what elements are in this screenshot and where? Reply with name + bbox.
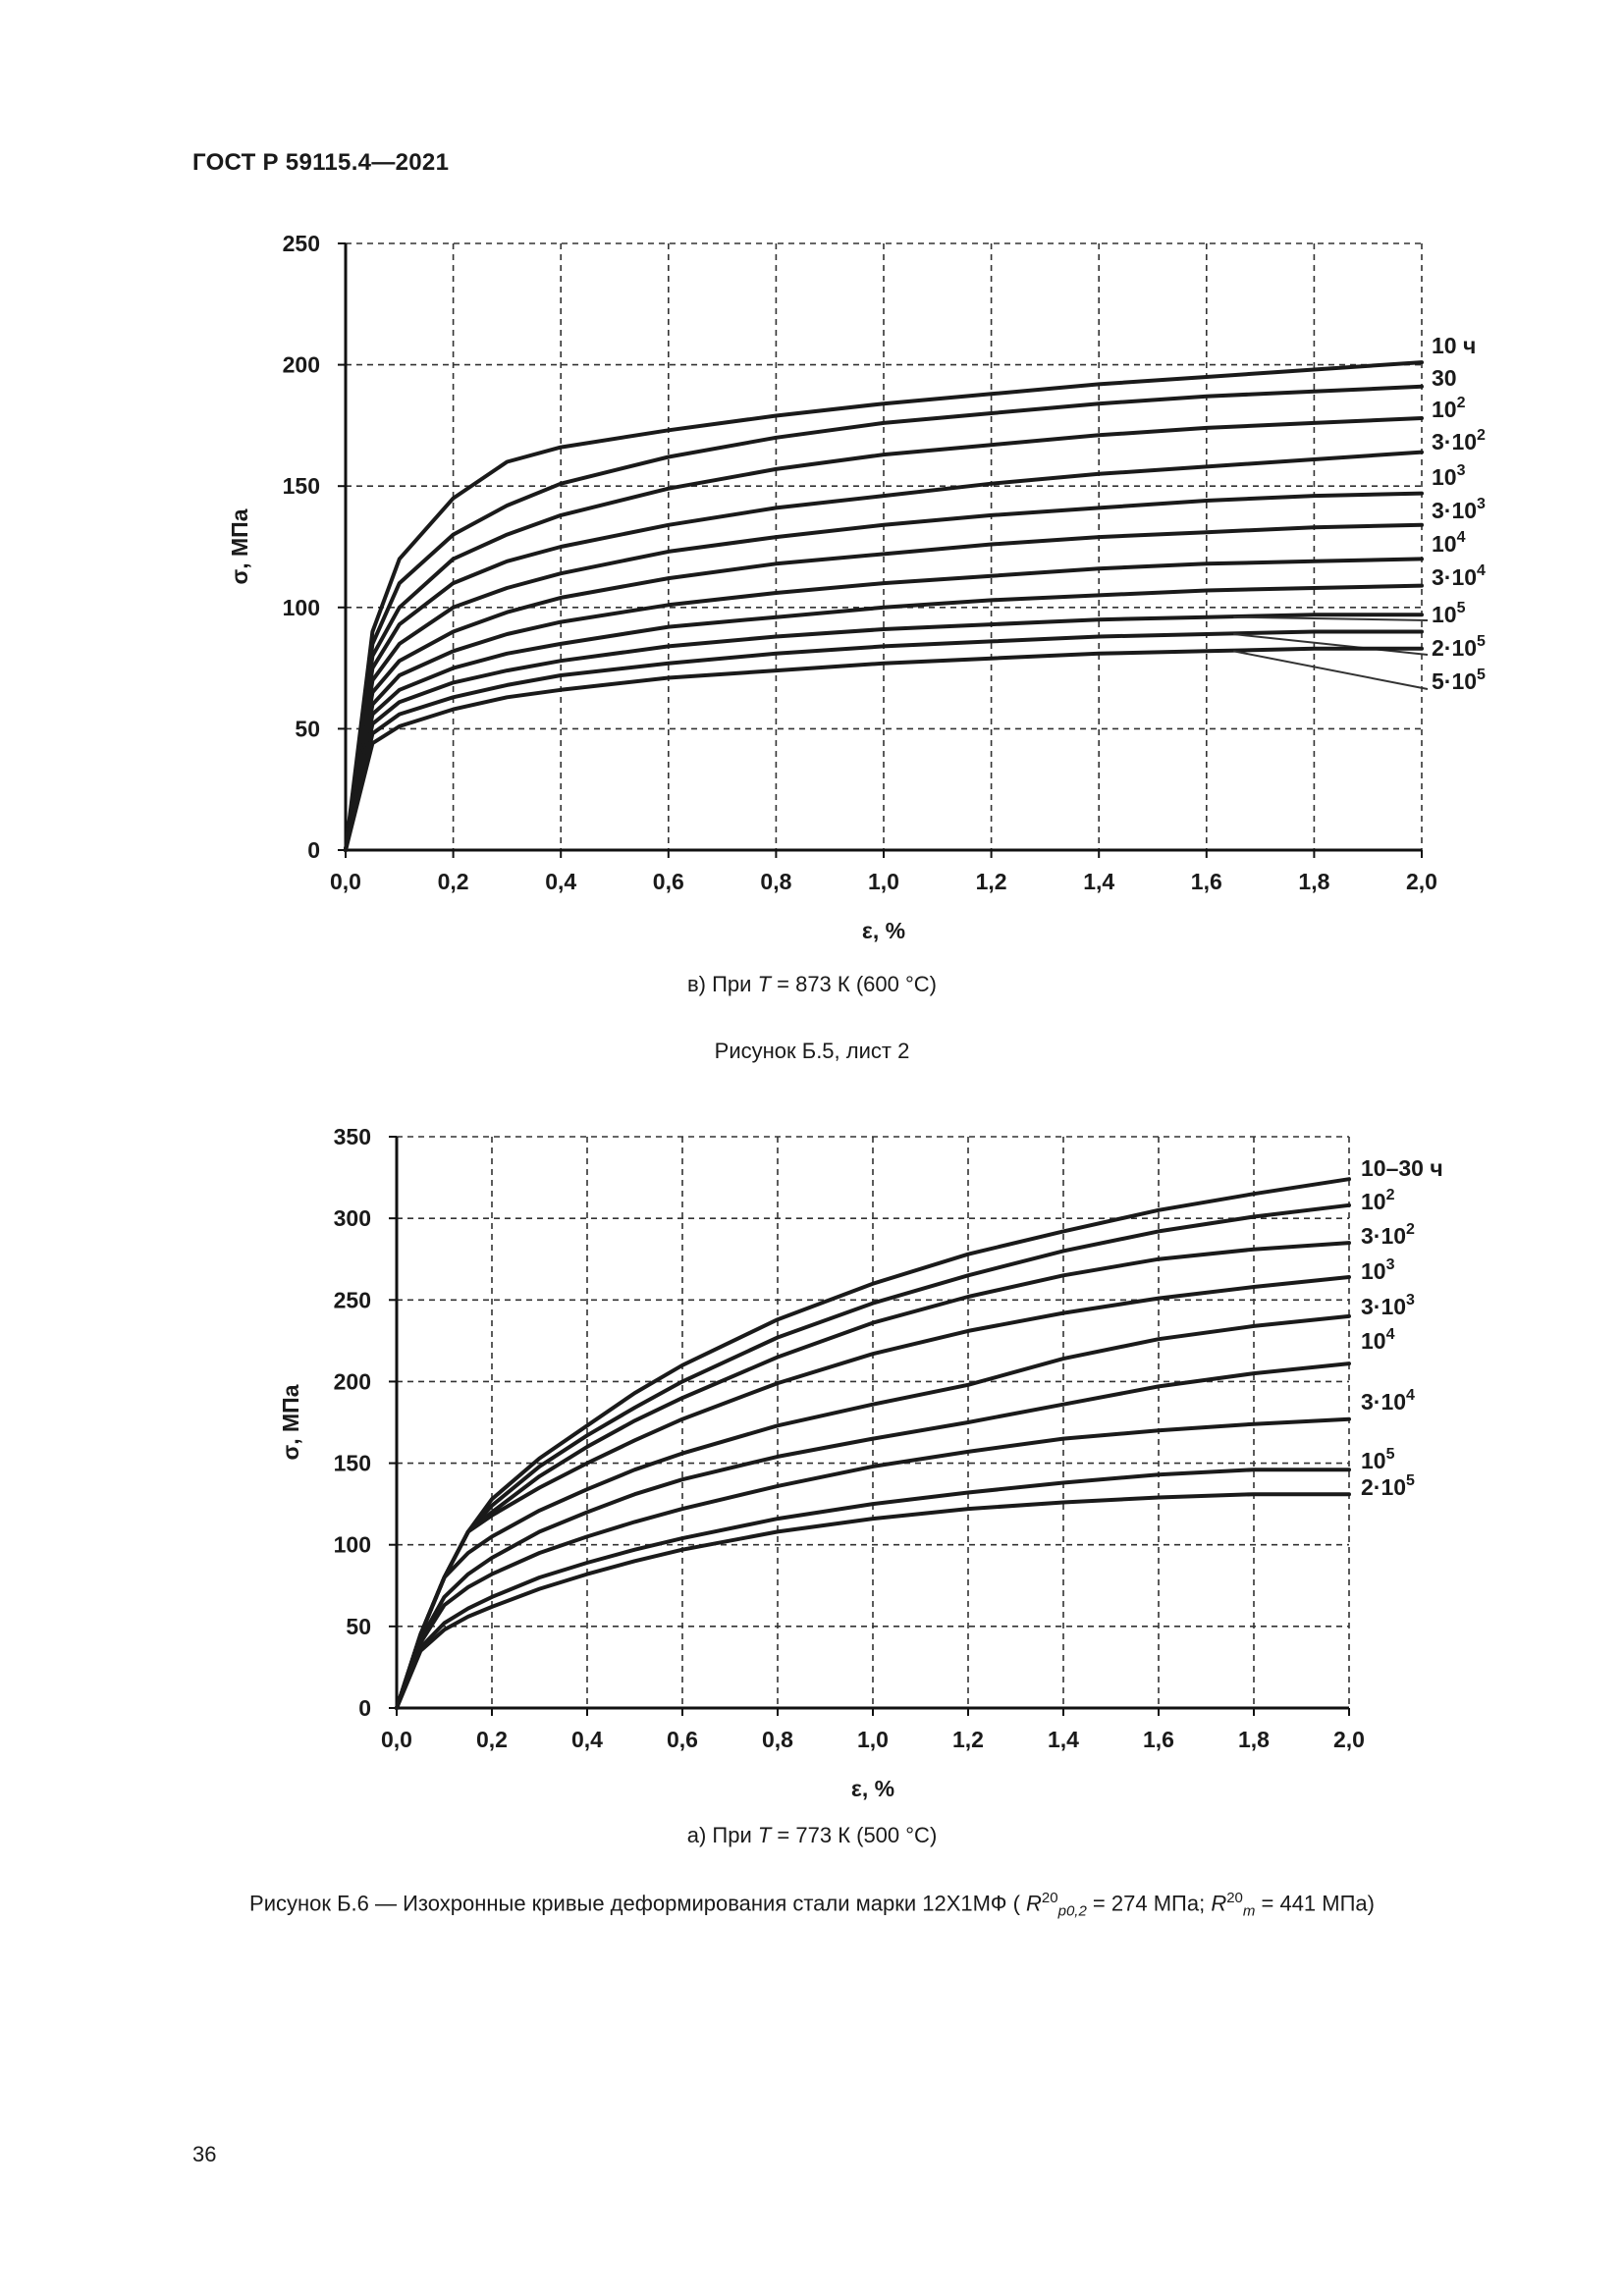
series-label-base: 3·10	[1361, 1389, 1407, 1415]
y-tick-label: 100	[282, 594, 320, 620]
y-tick-label: 50	[346, 1613, 371, 1639]
x-tick-label: 2,0	[1406, 869, 1437, 894]
series-label	[1432, 562, 1486, 590]
series-label-exponent: 5	[1456, 600, 1466, 616]
series-label	[1361, 1472, 1415, 1500]
series-label-base: 10	[1432, 602, 1457, 627]
grid	[346, 243, 1422, 850]
x-tick-label: 0,0	[381, 1727, 412, 1752]
series-line	[397, 1277, 1349, 1708]
series-label-exponent: 3	[1477, 496, 1486, 512]
series-label-exponent: 4	[1406, 1387, 1415, 1404]
y-tick-label: 200	[333, 1368, 371, 1395]
series-label-base: 3·10	[1432, 498, 1478, 523]
x-tick-label: 0,2	[476, 1727, 508, 1752]
series-label-base: 10	[1432, 531, 1457, 557]
x-tick-label: 0,4	[571, 1727, 603, 1752]
series-label	[1361, 1292, 1415, 1319]
x-tick-label: 1,4	[1083, 869, 1115, 894]
x-axis-label: ε, %	[861, 918, 906, 943]
x-tick-label: 1,2	[975, 869, 1007, 894]
x-tick-label: 1,6	[1190, 869, 1222, 894]
series-label	[1361, 1221, 1415, 1249]
series-label	[1432, 333, 1476, 358]
series-label	[1432, 667, 1486, 694]
series-label-base: 10	[1361, 1189, 1386, 1214]
label-leader-line	[1233, 651, 1428, 689]
series-label	[1361, 1187, 1395, 1214]
series-label	[1361, 1446, 1395, 1473]
series-label-exponent: 3	[1456, 462, 1466, 479]
series-label	[1361, 1326, 1395, 1354]
series-label-exponent: 3	[1406, 1292, 1415, 1308]
series-label-exponent: 5	[1477, 667, 1486, 683]
series-label	[1432, 427, 1486, 454]
series-label	[1432, 633, 1486, 661]
series-label-base: 10	[1361, 1328, 1386, 1354]
series-label-base: 3·10	[1432, 564, 1478, 590]
series-label-exponent: 4	[1477, 562, 1486, 579]
series-label-base: 10–30 ч	[1361, 1155, 1443, 1181]
y-tick-label: 100	[333, 1531, 371, 1558]
series-label	[1432, 600, 1466, 627]
series-label-exponent: 4	[1456, 529, 1466, 546]
page-number: 36	[192, 2142, 217, 2166]
y-tick-label: 150	[333, 1450, 371, 1476]
series-label-exponent: 5	[1385, 1446, 1395, 1463]
x-axis-label: ε, %	[850, 1776, 895, 1801]
series-label-base: 10	[1432, 464, 1457, 490]
x-tick-label: 0,6	[652, 869, 684, 894]
series-label	[1432, 395, 1466, 422]
document-header: ГОСТ Р 59115.4—2021	[192, 149, 450, 176]
x-tick-label: 2,0	[1333, 1727, 1365, 1752]
y-tick-label: 150	[282, 473, 320, 500]
series-label-base: 3·10	[1432, 429, 1478, 454]
x-tick-label: 0,4	[545, 869, 577, 894]
x-tick-label: 0,0	[330, 869, 361, 894]
x-tick-label: 0,6	[667, 1727, 698, 1752]
x-tick-label: 0,8	[760, 869, 792, 894]
series-label-base: 10 ч	[1432, 333, 1477, 358]
x-tick-label: 1,0	[868, 869, 899, 894]
y-tick-label: 0	[358, 1695, 371, 1721]
y-tick-label: 200	[282, 351, 320, 378]
series-label	[1432, 529, 1466, 557]
series-label-base: 10	[1361, 1258, 1386, 1284]
y-tick-label: 300	[333, 1205, 371, 1232]
figure-caption-500c: а) При T = 773 К (500 °С)	[686, 1823, 938, 1847]
figure-title: Рисунок Б.6 — Изохронные кривые деформирования стали марки 12Х1МФ ( $R^{20}_{p0,2} = 274$ МПа; $R^{20}_m = 441$ МПа)	[249, 1890, 1375, 1920]
figure-caption-600c: в) При T = 873 К (600 °С)	[686, 972, 937, 996]
series-label-exponent: 2	[1477, 427, 1486, 444]
series-label-base: 30	[1432, 365, 1457, 391]
y-tick-label: 350	[333, 1124, 371, 1149]
series-label	[1432, 496, 1486, 523]
x-tick-label: 1,2	[952, 1727, 984, 1752]
series-label-base: 5·10	[1432, 668, 1478, 694]
series-label	[1361, 1155, 1443, 1181]
x-tick-label: 0,8	[762, 1727, 793, 1752]
chart-500c	[0, 1090, 1624, 1806]
x-tick-label: 1,8	[1238, 1727, 1270, 1752]
x-tick-label: 0,2	[437, 869, 469, 894]
y-tick-label: 50	[295, 716, 320, 742]
series-label-exponent: 5	[1406, 1472, 1415, 1489]
x-tick-label: 1,4	[1048, 1727, 1079, 1752]
x-tick-label: 1,8	[1298, 869, 1330, 894]
chart-600c	[0, 206, 1624, 952]
series-label-base: 2·10	[1432, 635, 1478, 661]
x-tick-label: 1,0	[857, 1727, 889, 1752]
y-tick-label: 0	[307, 837, 320, 863]
figure-sheet-label: Рисунок Б.5, лист 2	[714, 1039, 910, 1063]
series-label	[1361, 1387, 1415, 1415]
y-axis-label: σ, МПа	[278, 1384, 303, 1461]
series-label-exponent: 5	[1477, 633, 1486, 650]
series-label	[1361, 1256, 1395, 1284]
series-label-exponent: 2	[1456, 395, 1466, 411]
y-tick-label: 250	[282, 231, 320, 256]
series-label-base: 3·10	[1361, 1223, 1407, 1249]
series-label-exponent: 2	[1385, 1187, 1395, 1203]
y-tick-label: 250	[333, 1287, 371, 1313]
series-label	[1432, 462, 1466, 490]
series-label	[1432, 365, 1457, 391]
series-label-base: 10	[1361, 1448, 1386, 1473]
series-label-exponent: 4	[1385, 1326, 1395, 1343]
label-leader-line	[1233, 617, 1428, 620]
series-label-base: 2·10	[1361, 1474, 1407, 1500]
series-label-exponent: 3	[1385, 1256, 1395, 1273]
y-axis-label: σ, МПа	[227, 508, 252, 585]
series-label-base: 3·10	[1361, 1294, 1407, 1319]
x-tick-label: 1,6	[1143, 1727, 1174, 1752]
series-label-base: 10	[1432, 397, 1457, 422]
series-label-exponent: 2	[1406, 1221, 1415, 1238]
